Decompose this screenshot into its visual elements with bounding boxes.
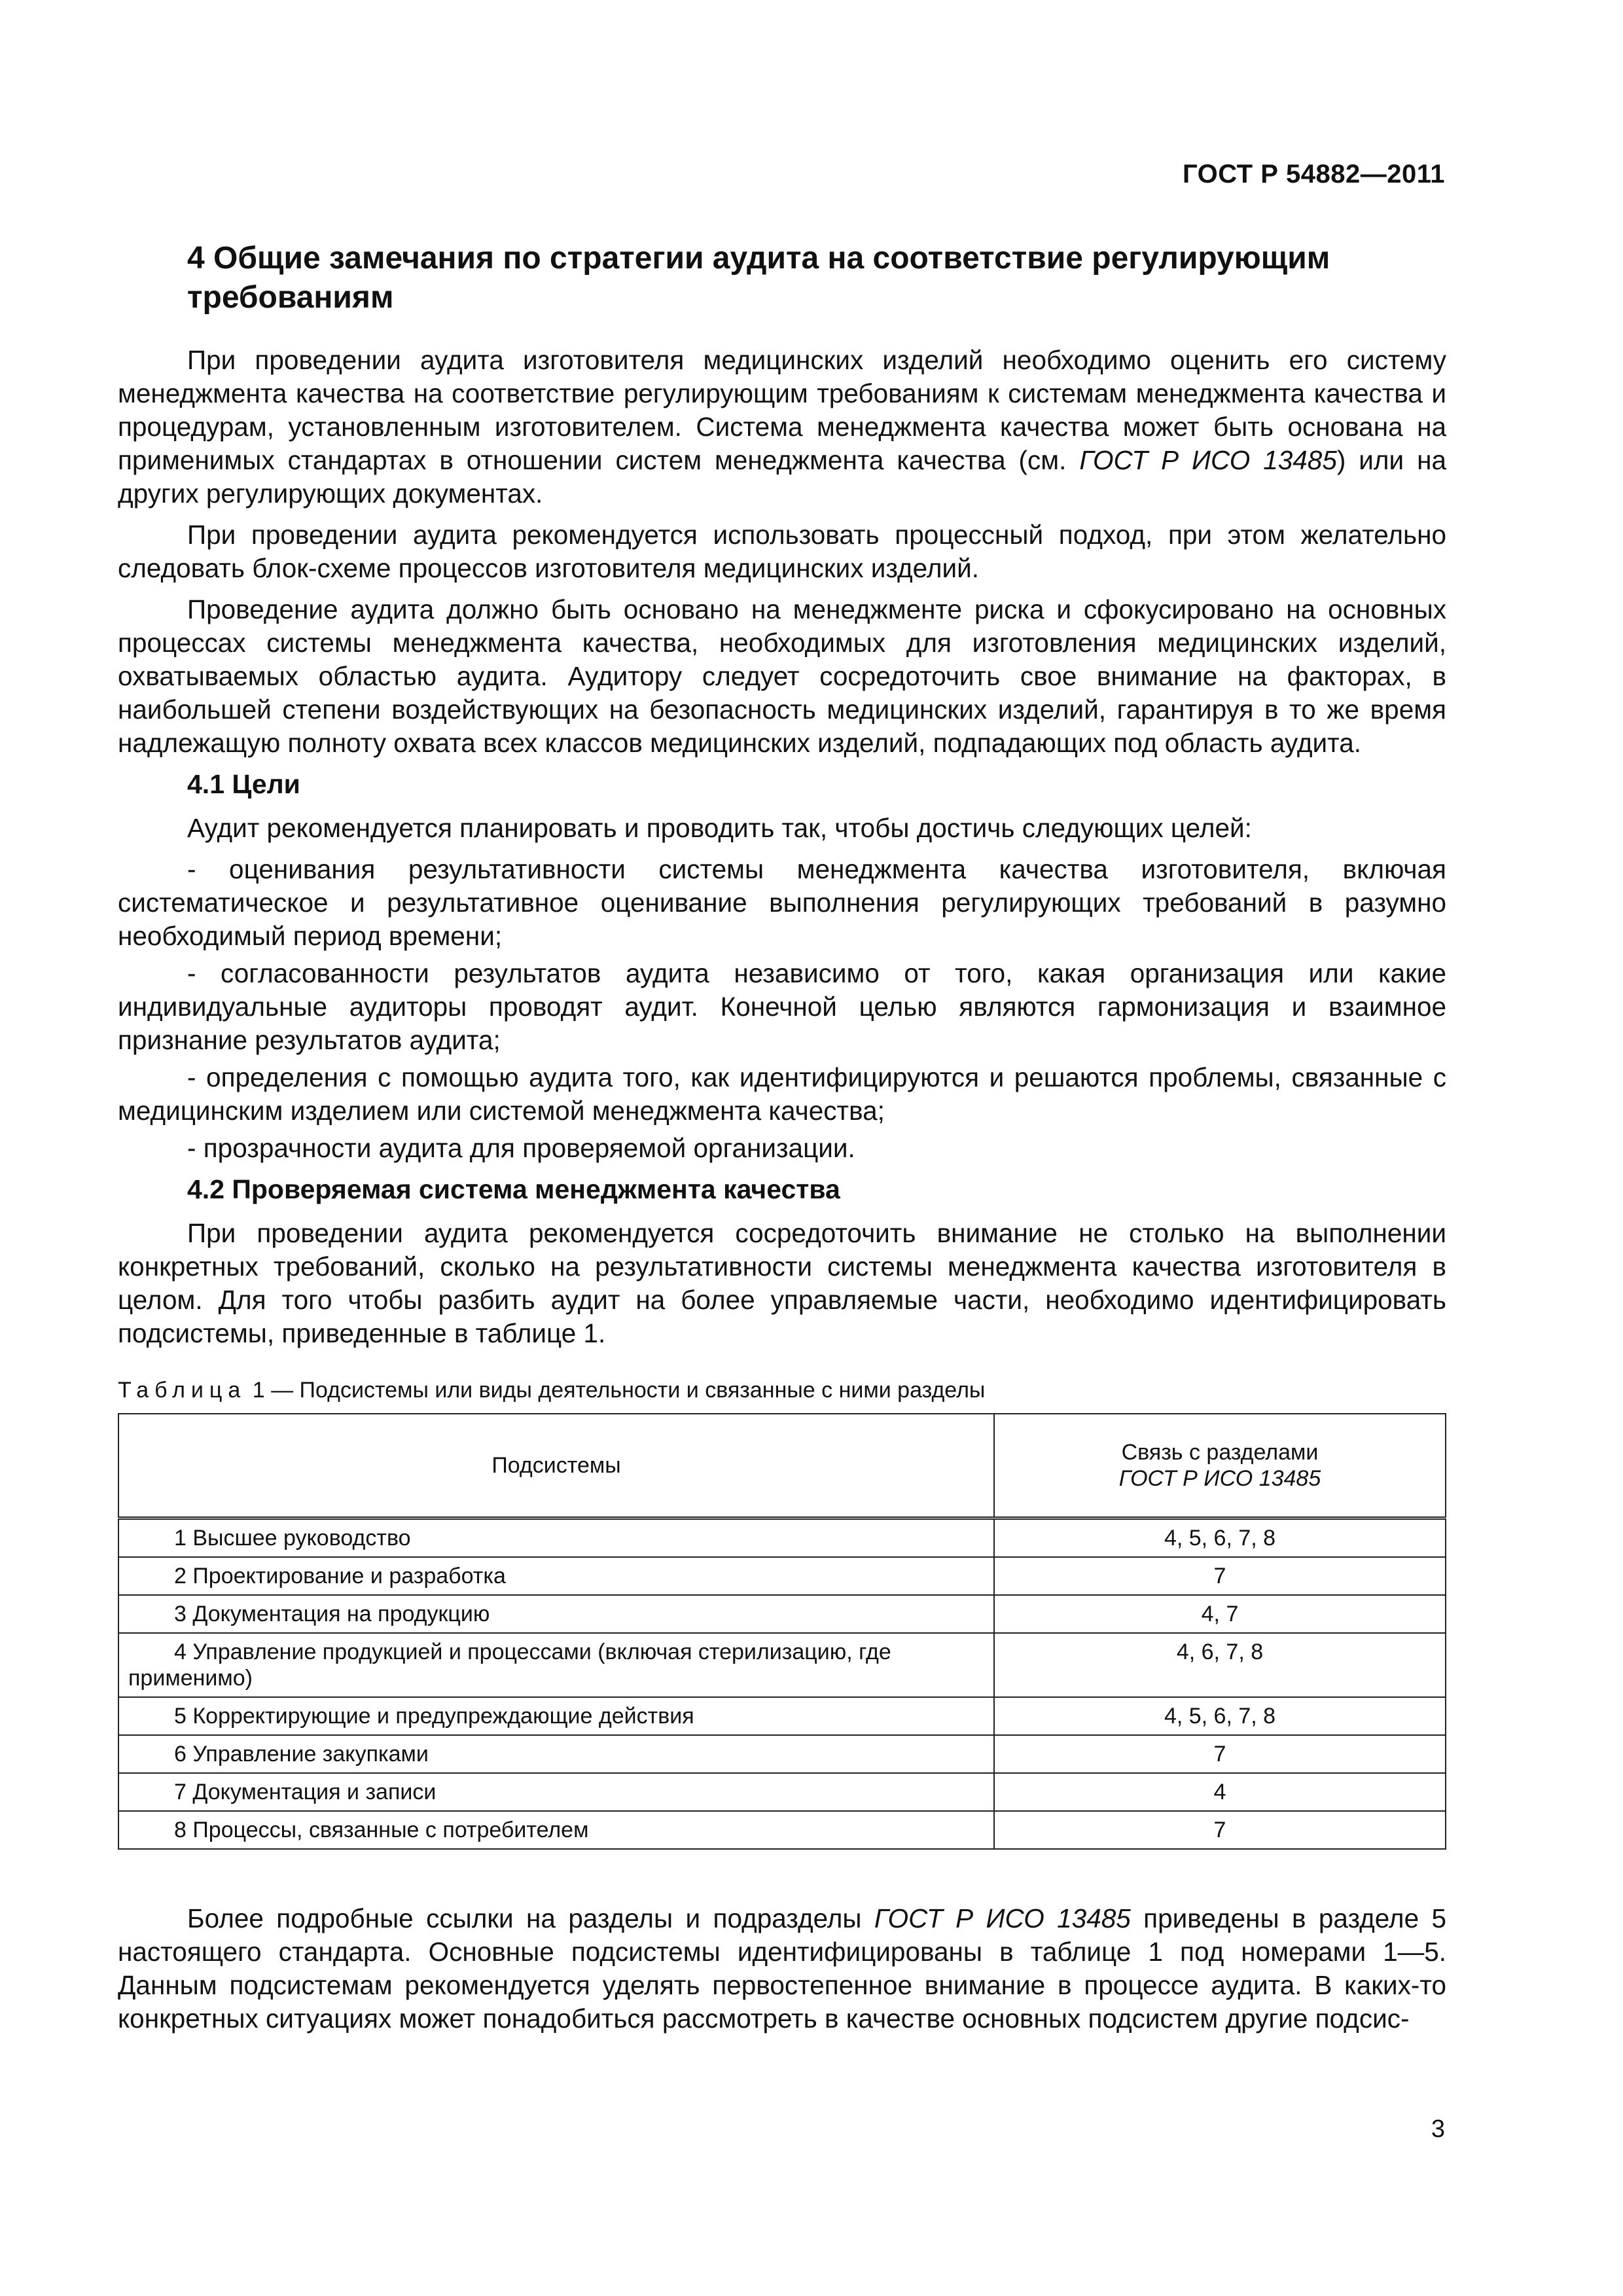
- intro-paragraph-1: [118, 344, 1446, 511]
- standard-reference: ГОСТ Р ИСО 13485: [1079, 445, 1337, 475]
- column-header-sections-line2: ГОСТ Р ИСО 13485: [1118, 1466, 1321, 1491]
- table-row: [118, 1633, 1446, 1697]
- document-code: ГОСТ Р 54882—2011: [1183, 160, 1445, 188]
- table-row: [118, 1595, 1446, 1633]
- section-title: 4 Общие замечания по стратегии аудита на соответствие регулирующим требованиям: [187, 241, 1330, 315]
- subsystem-name: 3 Документация на продукцию: [118, 1595, 994, 1633]
- qms-paragraph: При проведении аудита рекомендуется сосредоточить внимание не столько на выполнении конкретных требований, сколько на результативности системы менеджмента качества изготовителя в целом. Для того чтобы разбить аудит на более управляемые части, необходимо идентифицировать подсистемы, приведенные в таблице 1.: [118, 1218, 1446, 1348]
- intro-paragraph-2: При проведении аудита рекомендуется использовать процессный подход, при этом желательно следовать блок-схеме процессов изготовителя медицинских изделий.: [118, 520, 1446, 583]
- table-row: [118, 1735, 1446, 1773]
- intro-paragraph-3: Проведение аудита должно быть основано на менеджменте риска и сфокусировано на основных процессах системы менеджмента качества, необходимых для изготовления медицинских изделий, охватываемых областью аудита. Аудитору следует сосредоточить свое внимание на факторах, в наибольшей степени воздействующих на безопасность медицинских изделий, гарантируя в то же время надлежащую полноту охвата всех классов медицинских изделий, подпадающих под область аудита.: [118, 594, 1446, 758]
- section-refs: 4: [994, 1773, 1446, 1811]
- subsystem-name: 5 Корректирующие и предупреждающие действия: [118, 1697, 994, 1735]
- intro-p1-text-b: ) или на других регулирующих документах.: [118, 445, 1446, 509]
- goals-list-item: - определения с помощью аудита того, как идентифицируются и решаются проблемы, связанные с медицинским изделием или системой менеджмента качества;: [118, 1062, 1446, 1126]
- table-caption-label: Таблица: [118, 1378, 247, 1403]
- table-caption: [118, 1376, 1446, 1404]
- closing-text-b: приведены в разделе 5 настоящего стандарта. Основные подсистемы идентифицированы в таблице 1 под номерами 1—5. Данным подсистемам рекомендуется уделять первостепенное внимание в процессе аудита. В каких-то конкретных ситуациях может понадобиться рассмотреть в качестве основных подсистем другие подсис-: [118, 1903, 1446, 2034]
- section-refs: 4, 7: [994, 1595, 1446, 1633]
- section-refs: 7: [994, 1735, 1446, 1773]
- table-header-row: [118, 1414, 1446, 1518]
- closing-paragraph: [118, 1902, 1446, 2036]
- goals-list-item: - согласованности результатов аудита независимо от того, какая организация или какие индивидуальные аудиторы проводят аудит. Конечной целью являются гармонизация и взаимное признание результатов аудита;: [118, 958, 1446, 1055]
- table-row: [118, 1811, 1446, 1849]
- intro-p1-text-a: При проведении аудита изготовителя медицинских изделий необходимо оценить его систему менеджмента качества на соответствие регулирующим требованиям к системам менеджмента качества и процедурам, установленным изготовителем. Система менеджмента качества может быть основана на применимых стандартах в отношении систем менеджмента качества (см.: [118, 345, 1446, 475]
- goals-list-item: - оценивания результативности системы менеджмента качества изготовителя, включая систематическое и результативное оценивание выполнения регулирующих требований в разумно необходимый период времени;: [118, 854, 1446, 951]
- page-number: 3: [1431, 2115, 1445, 2143]
- qms-heading: 4.2 Проверяемая система менеджмента качества: [187, 1174, 840, 1204]
- table-row: [118, 1518, 1446, 1558]
- subsystem-name: 4 Управление продукцией и процессами (включая стерилизацию, где применимо): [118, 1633, 994, 1697]
- column-header-subsystems: Подсистемы: [118, 1414, 994, 1518]
- subsystems-table: [118, 1413, 1446, 1850]
- table-caption-text: 1 — Подсистемы или виды деятельности и связанные с ними разделы: [246, 1378, 986, 1403]
- section-refs: 4, 6, 7, 8: [994, 1633, 1446, 1697]
- standard-reference: ГОСТ Р ИСО 13485: [874, 1903, 1131, 1933]
- goals-heading: 4.1 Цели: [187, 769, 300, 799]
- subsystem-name: 6 Управление закупками: [118, 1735, 994, 1773]
- column-header-sections-line1: Связь с разделами: [1121, 1440, 1319, 1465]
- section-refs: 4, 5, 6, 7, 8: [994, 1518, 1446, 1558]
- goals-list-item: - прозрачности аудита для проверяемой организации.: [187, 1133, 855, 1163]
- column-header-sections: [994, 1414, 1446, 1518]
- subsystem-name: 1 Высшее руководство: [118, 1518, 994, 1558]
- closing-text-a: Более подробные ссылки на разделы и подразделы: [187, 1903, 874, 1933]
- section-refs: 7: [994, 1811, 1446, 1849]
- subsystem-name: 8 Процессы, связанные с потребителем: [118, 1811, 994, 1849]
- table-row: [118, 1697, 1446, 1735]
- section-refs: 4, 5, 6, 7, 8: [994, 1697, 1446, 1735]
- table-row: [118, 1773, 1446, 1811]
- subsystem-name: 7 Документация и записи: [118, 1773, 994, 1811]
- page-content: [118, 239, 1446, 2043]
- table-row: [118, 1557, 1446, 1595]
- section-refs: 7: [994, 1557, 1446, 1595]
- goals-intro: Аудит рекомендуется планировать и проводить так, чтобы достичь следующих целей:: [187, 813, 1252, 843]
- subsystem-name: 2 Проектирование и разработка: [118, 1557, 994, 1595]
